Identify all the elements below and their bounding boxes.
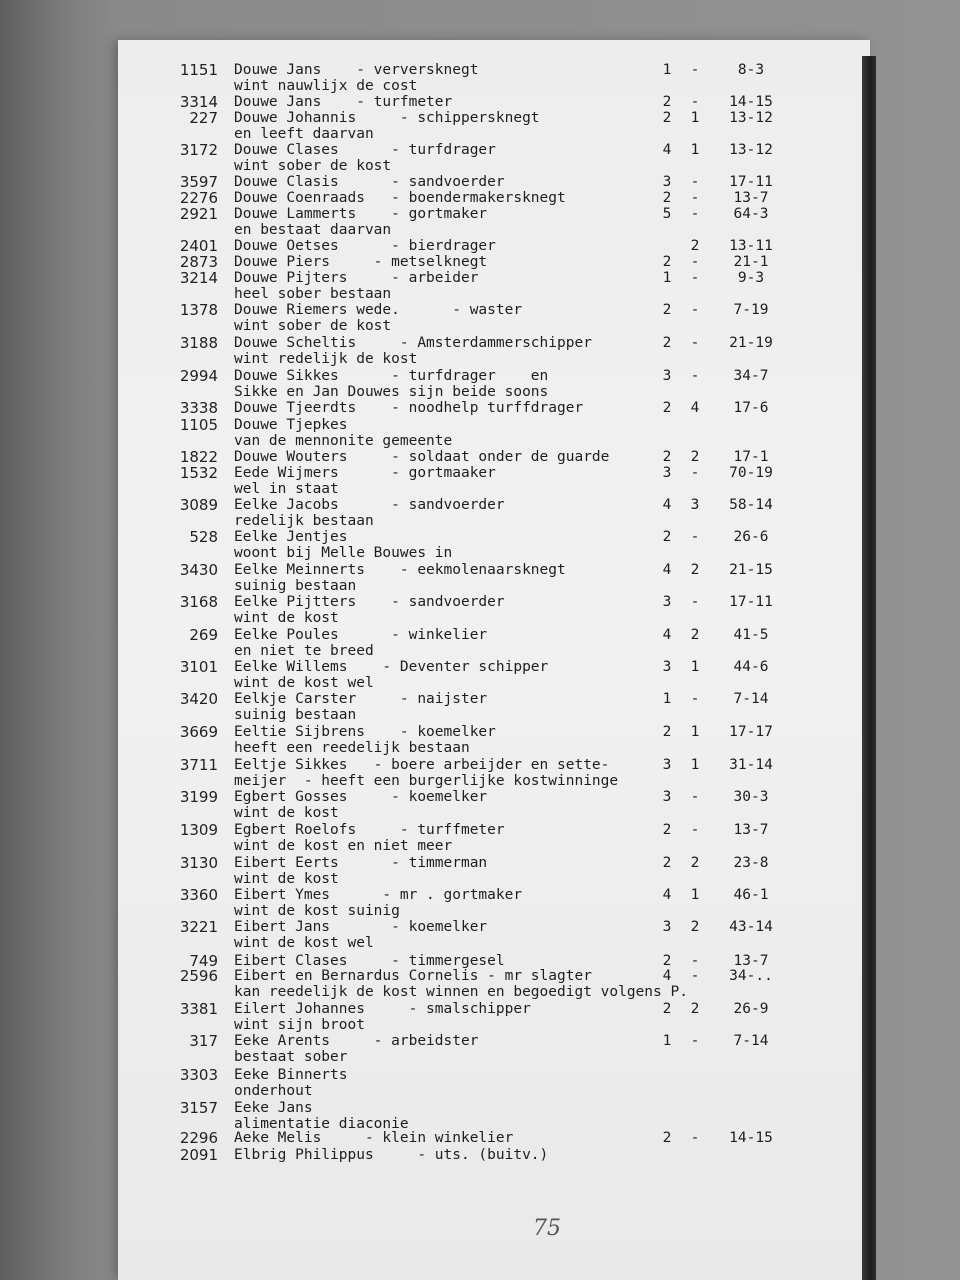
entry-number: 227 xyxy=(189,109,218,127)
entry-number: 3221 xyxy=(179,918,218,936)
entry-amount: 13-7 xyxy=(733,190,769,206)
entry-number: 3338 xyxy=(179,399,218,417)
entry-name: Eelke Jentjes xyxy=(234,529,348,545)
page-number: 75 xyxy=(533,1216,561,1241)
entry-col-1: 4 xyxy=(662,627,672,643)
entry-note: Sikke en Jan Douwes sijn beide soons xyxy=(234,384,549,400)
entry-amount: 34-7 xyxy=(733,368,769,384)
entry-number: 3157 xyxy=(179,1099,218,1117)
entry-number: 3420 xyxy=(179,690,218,708)
entry-number: 2596 xyxy=(179,967,218,985)
entry-number: 3168 xyxy=(179,593,218,611)
entry-name: Eeke Jans xyxy=(234,1100,313,1116)
entry-col-1: 3 xyxy=(662,174,672,190)
entry-amount: 17-11 xyxy=(729,594,773,610)
register-entry xyxy=(0,1067,960,1101)
entry-number: 3360 xyxy=(179,886,218,904)
entry-col-2: - xyxy=(690,465,700,481)
register-entry xyxy=(0,855,960,889)
entry-name: Eelke Pijtters - sandvoerder xyxy=(234,594,505,610)
entry-col-1: 3 xyxy=(662,368,672,384)
entry-col-2: 2 xyxy=(690,919,700,935)
register-entry xyxy=(0,919,960,953)
entry-col-1: 2 xyxy=(662,953,672,969)
entry-col-2: 1 xyxy=(690,142,700,158)
entry-name: Douwe Pijters - arbeider xyxy=(234,270,479,286)
entry-amount: 7-14 xyxy=(733,691,769,707)
entry-col-1: 2 xyxy=(662,110,672,126)
entry-number: 1105 xyxy=(179,416,218,434)
entry-name: Douwe Tjepkes xyxy=(234,417,348,433)
entry-number: 3597 xyxy=(179,173,218,191)
entry-note: wint de kost xyxy=(234,871,339,887)
register-entry xyxy=(0,1100,960,1134)
entry-col-1: 2 xyxy=(662,724,672,740)
register-entry xyxy=(0,1001,960,1035)
entry-name: Eeltie Sijbrens - koemelker xyxy=(234,724,496,740)
entry-col-2: 2 xyxy=(690,562,700,578)
entry-number: 3669 xyxy=(179,723,218,741)
entry-note: onderhout xyxy=(234,1083,313,1099)
entry-col-2: 4 xyxy=(690,400,700,416)
entry-amount: 30-3 xyxy=(733,789,769,805)
entry-amount: 58-14 xyxy=(729,497,773,513)
entry-name: Egbert Gosses - koemelker xyxy=(234,789,488,805)
entry-number: 3101 xyxy=(179,658,218,676)
entry-col-2: - xyxy=(690,368,700,384)
entry-col-2: - xyxy=(690,822,700,838)
entry-number: 2276 xyxy=(179,189,218,207)
entry-col-2: - xyxy=(690,1130,700,1146)
entry-note: wint de kost xyxy=(234,805,339,821)
entry-name: Douwe Sikkes - turfdrager en xyxy=(234,368,549,384)
entry-col-2: - xyxy=(690,174,700,190)
entry-number: 2873 xyxy=(179,253,218,271)
entry-note: meijer - heeft een burgerlijke kostwinninge xyxy=(234,773,619,789)
entry-amount: 14-15 xyxy=(729,94,773,110)
entry-number: 1532 xyxy=(179,464,218,482)
entry-col-2: - xyxy=(690,1033,700,1049)
entry-amount: 13-12 xyxy=(729,110,773,126)
register-entry xyxy=(0,302,960,336)
entry-amount: 70-19 xyxy=(729,465,773,481)
entry-col-2: 2 xyxy=(690,1001,700,1017)
entry-name: Eelke Poules - winkelier xyxy=(234,627,488,643)
entry-col-2: 2 xyxy=(690,855,700,871)
register-entry xyxy=(0,822,960,856)
entry-col-2: 2 xyxy=(690,627,700,643)
entry-col-1: 3 xyxy=(662,789,672,805)
entry-col-1: 2 xyxy=(662,254,672,270)
entry-note: wint redelijk de kost xyxy=(234,351,418,367)
entry-col-1: 4 xyxy=(662,562,672,578)
entry-number: 3381 xyxy=(179,1000,218,1018)
entry-col-1: 4 xyxy=(662,968,672,984)
entry-col-1: 3 xyxy=(662,919,672,935)
entry-col-1: 1 xyxy=(662,1033,672,1049)
entry-name: Douwe Jans - verversknegt xyxy=(234,62,479,78)
entry-col-1: 5 xyxy=(662,206,672,222)
entry-col-1: 2 xyxy=(662,335,672,351)
entry-amount: 44-6 xyxy=(733,659,769,675)
entry-note: wint sijn broot xyxy=(234,1017,365,1033)
register-entry xyxy=(0,335,960,369)
entry-col-1: 4 xyxy=(662,887,672,903)
entry-note: en niet te breed xyxy=(234,643,374,659)
entry-number: 3188 xyxy=(179,334,218,352)
entry-col-1: 4 xyxy=(662,142,672,158)
entry-col-1: 2 xyxy=(662,1001,672,1017)
entry-number: 3303 xyxy=(179,1066,218,1084)
entry-number: 749 xyxy=(189,952,218,970)
entry-amount: 26-9 xyxy=(733,1001,769,1017)
entry-amount: 9-3 xyxy=(737,270,765,286)
entry-col-1: 1 xyxy=(662,62,672,78)
entry-amount: 13-11 xyxy=(729,238,773,254)
entry-col-1: 2 xyxy=(662,400,672,416)
entry-name: Eeltje Sikkes - boere arbeijder en sette- xyxy=(234,757,610,773)
entry-note: wint nauwlijx de cost xyxy=(234,78,418,94)
entry-col-1: 1 xyxy=(662,691,672,707)
entry-name: Douwe Jans - turfmeter xyxy=(234,94,453,110)
entry-col-1: 2 xyxy=(662,1130,672,1146)
entry-col-2: 1 xyxy=(690,110,700,126)
entry-col-2: 1 xyxy=(690,659,700,675)
entry-col-1: 3 xyxy=(662,594,672,610)
entry-note: wint de kost suinig xyxy=(234,903,400,919)
entry-col-2: 1 xyxy=(690,887,700,903)
entry-note: redelijk bestaan xyxy=(234,513,374,529)
entry-note: bestaat sober xyxy=(234,1049,348,1065)
entry-number: 3430 xyxy=(179,561,218,579)
entry-col-2: 3 xyxy=(690,497,700,513)
entry-col-2: 2 xyxy=(690,449,700,465)
register-entry xyxy=(0,968,960,1002)
entry-amount: 8-3 xyxy=(737,62,765,78)
entry-name: Douwe Lammerts - gortmaker xyxy=(234,206,488,222)
entry-name: Eilert Johannes - smalschipper xyxy=(234,1001,531,1017)
entry-name: Douwe Piers - metselknegt xyxy=(234,254,488,270)
entry-col-1: 3 xyxy=(662,757,672,773)
entry-name: Elbrig Philippus - uts. (buitv.) xyxy=(234,1147,549,1163)
entry-note: wint sober de kost xyxy=(234,158,392,174)
register-entry xyxy=(0,368,960,402)
entry-number: 528 xyxy=(189,528,218,546)
entry-col-2: - xyxy=(690,302,700,318)
entry-col-2: 2 xyxy=(690,238,700,254)
entry-col-1: 2 xyxy=(662,529,672,545)
register-entry xyxy=(0,724,960,758)
entry-note: suinig bestaan xyxy=(234,707,357,723)
entry-name: Aeke Melis - klein winkelier xyxy=(234,1130,514,1146)
register-entry xyxy=(0,62,960,96)
entry-col-1: 2 xyxy=(662,449,672,465)
entry-number: 2921 xyxy=(179,205,218,223)
entry-col-2: - xyxy=(690,190,700,206)
entry-amount: 43-14 xyxy=(729,919,773,935)
entry-col-2: - xyxy=(690,254,700,270)
entry-col-1: 3 xyxy=(662,659,672,675)
entry-name: Douwe Riemers wede. - waster xyxy=(234,302,523,318)
entry-note: wint sober de kost xyxy=(234,318,392,334)
entry-col-1: 2 xyxy=(662,855,672,871)
register-entry xyxy=(0,206,960,240)
entry-amount: 17-11 xyxy=(729,174,773,190)
entry-note: woont bij Melle Bouwes in xyxy=(234,545,453,561)
entry-amount: 14-15 xyxy=(729,1130,773,1146)
entry-name: Douwe Clasis - sandvoerder xyxy=(234,174,505,190)
entry-name: Eibert Jans - koemelker xyxy=(234,919,488,935)
entry-name: Eeke Arents - arbeidster xyxy=(234,1033,479,1049)
entry-number: 3199 xyxy=(179,788,218,806)
entry-note: wint de kost wel xyxy=(234,935,374,951)
entry-amount: 26-6 xyxy=(733,529,769,545)
register-entry xyxy=(0,417,960,451)
entry-note: wint de kost wel xyxy=(234,675,374,691)
entry-amount: 23-8 xyxy=(733,855,769,871)
register-entry xyxy=(0,1033,960,1067)
entry-col-1: 2 xyxy=(662,190,672,206)
entry-number: 2091 xyxy=(179,1146,218,1164)
entry-number: 3711 xyxy=(179,756,218,774)
entry-name: Egbert Roelofs - turffmeter xyxy=(234,822,505,838)
entry-col-2: - xyxy=(690,953,700,969)
entry-amount: 7-19 xyxy=(733,302,769,318)
entry-amount: 7-14 xyxy=(733,1033,769,1049)
entry-amount: 21-1 xyxy=(733,254,769,270)
entry-number: 3172 xyxy=(179,141,218,159)
entry-amount: 17-6 xyxy=(733,400,769,416)
entry-amount: 34-.. xyxy=(729,968,773,984)
entry-number: 1151 xyxy=(179,61,218,79)
entry-number: 3214 xyxy=(179,269,218,287)
entry-note: van de mennonite gemeente xyxy=(234,433,453,449)
entry-number: 269 xyxy=(189,626,218,644)
entry-note: kan reedelijk de kost winnen en begoedigt volgens P. xyxy=(234,984,688,1000)
entry-amount: 41-5 xyxy=(733,627,769,643)
entry-note: en leeft daarvan xyxy=(234,126,374,142)
entry-col-2: - xyxy=(690,789,700,805)
entry-amount: 17-1 xyxy=(733,449,769,465)
entry-col-1: 4 xyxy=(662,497,672,513)
register-entry xyxy=(0,529,960,563)
entry-note: wel in staat xyxy=(234,481,339,497)
entry-note: alimentatie diaconie xyxy=(234,1116,409,1132)
entry-name: Eibert en Bernardus Cornelis - mr slagter xyxy=(234,968,592,984)
register-entry xyxy=(0,1147,960,1181)
entry-note: wint de kost en niet meer xyxy=(234,838,453,854)
entry-note: wint de kost xyxy=(234,610,339,626)
entry-number: 3130 xyxy=(179,854,218,872)
entry-name: Eeke Binnerts xyxy=(234,1067,348,1083)
register-entry xyxy=(0,659,960,693)
register-entry xyxy=(0,270,960,304)
entry-number: 2296 xyxy=(179,1129,218,1147)
register-entry xyxy=(0,562,960,596)
entry-name: Eede Wijmers - gortmaaker xyxy=(234,465,496,481)
entry-col-1: 2 xyxy=(662,94,672,110)
entry-name: Douwe Tjeerdts - noodhelp turffdrager xyxy=(234,400,584,416)
register-entry xyxy=(0,887,960,921)
entry-name: Douwe Oetses - bierdrager xyxy=(234,238,496,254)
entry-col-2: - xyxy=(690,529,700,545)
entry-number: 3314 xyxy=(179,93,218,111)
register-entry xyxy=(0,142,960,176)
entry-col-1: 1 xyxy=(662,270,672,286)
entry-col-2: - xyxy=(690,270,700,286)
entry-col-1: 2 xyxy=(662,302,672,318)
entry-amount: 13-7 xyxy=(733,953,769,969)
entry-col-2: 1 xyxy=(690,757,700,773)
entry-number: 2401 xyxy=(179,237,218,255)
entry-note: heeft een reedelijk bestaan xyxy=(234,740,470,756)
entry-amount: 31-14 xyxy=(729,757,773,773)
entry-name: Douwe Clases - turfdrager xyxy=(234,142,496,158)
entry-amount: 17-17 xyxy=(729,724,773,740)
entry-col-2: 1 xyxy=(690,724,700,740)
entry-col-2: - xyxy=(690,968,700,984)
entry-number: 317 xyxy=(189,1032,218,1050)
entry-col-2: - xyxy=(690,691,700,707)
entry-number: 1378 xyxy=(179,301,218,319)
entry-col-2: - xyxy=(690,335,700,351)
entry-name: Eelke Meinnerts - eekmolenaarsknegt xyxy=(234,562,566,578)
entry-amount: 13-7 xyxy=(733,822,769,838)
entry-amount: 21-15 xyxy=(729,562,773,578)
register-entry xyxy=(0,789,960,823)
entry-number: 2994 xyxy=(179,367,218,385)
entry-col-2: - xyxy=(690,62,700,78)
register-entry xyxy=(0,497,960,531)
register-entry xyxy=(0,110,960,144)
entry-amount: 46-1 xyxy=(733,887,769,903)
entry-amount: 13-12 xyxy=(729,142,773,158)
entry-name: Douwe Johannis - schippersknegt xyxy=(234,110,540,126)
entry-name: Eelke Willems - Deventer schipper xyxy=(234,659,549,675)
entry-col-2: - xyxy=(690,594,700,610)
entry-col-2: - xyxy=(690,206,700,222)
entry-name: Eelke Jacobs - sandvoerder xyxy=(234,497,505,513)
entry-note: heel sober bestaan xyxy=(234,286,392,302)
entry-name: Douwe Wouters - soldaat onder de guarde xyxy=(234,449,610,465)
entry-name: Douwe Coenraads - boendermakersknegt xyxy=(234,190,566,206)
entry-number: 1309 xyxy=(179,821,218,839)
entry-name: Eelkje Carster - naijster xyxy=(234,691,488,707)
entry-name: Eibert Ymes - mr . gortmaker xyxy=(234,887,523,903)
entry-name: Eibert Eerts - timmerman xyxy=(234,855,488,871)
entry-amount: 21-19 xyxy=(729,335,773,351)
register-entry xyxy=(0,465,960,499)
entry-amount: 64-3 xyxy=(733,206,769,222)
entry-number: 1822 xyxy=(179,448,218,466)
entry-name: Eibert Clases - timmergesel xyxy=(234,953,505,969)
entry-note: en bestaat daarvan xyxy=(234,222,392,238)
entry-number: 3089 xyxy=(179,496,218,514)
entry-col-2: - xyxy=(690,94,700,110)
register-entry xyxy=(0,691,960,725)
entry-col-1: 3 xyxy=(662,465,672,481)
register-entry xyxy=(0,594,960,628)
register-entry xyxy=(0,627,960,661)
register-entry xyxy=(0,757,960,791)
entry-col-1: 2 xyxy=(662,822,672,838)
entry-name: Douwe Scheltis - Amsterdammerschipper xyxy=(234,335,592,351)
entry-note: suinig bestaan xyxy=(234,578,357,594)
